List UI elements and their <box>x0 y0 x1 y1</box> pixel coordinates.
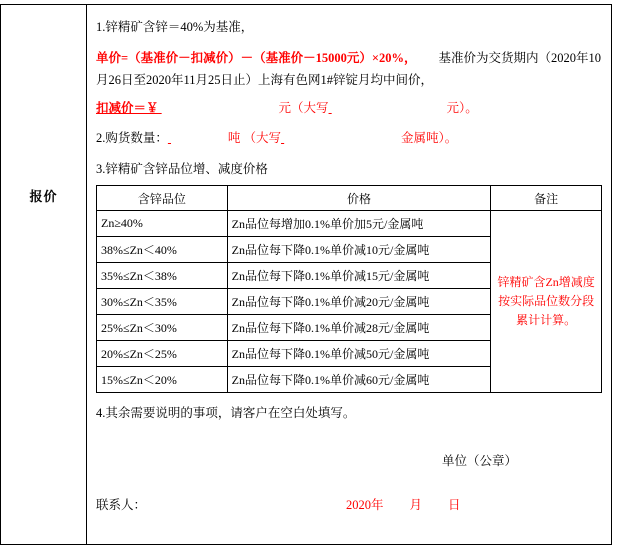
cell-price: Zn品位每下降0.1%单价减50元/金属吨 <box>227 341 491 367</box>
header-note: 备注 <box>491 186 602 211</box>
table-header-row <box>97 186 602 211</box>
row-label-text: 报价 <box>29 189 58 204</box>
date-month: 月 <box>409 498 423 512</box>
cell-grade: 25%≤Zn＜30% <box>97 315 228 341</box>
quantity-unit-2: 金属吨）。 <box>401 131 458 145</box>
clause-1-basis: 1.锌精矿含锌＝40%为基准， <box>96 20 254 34</box>
deduction-capital-blank[interactable] <box>329 97 447 119</box>
cell-price: Zn品位每下降0.1%单价减10元/金属吨 <box>227 237 491 263</box>
quotation-content <box>87 5 611 544</box>
price-formula-text: 单价=（基准价－扣减价）－（基准价－15000元）×20%， <box>96 51 417 65</box>
clause-deduction-price <box>96 97 602 119</box>
quantity-label: 2.购货数量： <box>96 131 168 145</box>
deduction-value-blank[interactable] <box>159 97 279 119</box>
quotation-row <box>0 4 612 545</box>
header-grade: 含锌品位 <box>97 186 228 211</box>
clause-3-grade-title: 3.锌精矿含锌品位增、减度价格 <box>96 162 268 176</box>
cell-grade: 30%≤Zn＜35% <box>97 289 228 315</box>
deduction-label: 扣减价＝￥ <box>96 101 159 115</box>
date-line <box>346 498 461 512</box>
grade-price-table <box>96 185 602 393</box>
header-price: 价格 <box>227 186 491 211</box>
company-seal-label: 单位（公章） <box>441 454 517 468</box>
table-row <box>97 211 602 237</box>
contact-label: 联系人： <box>96 498 147 512</box>
cell-grade: 20%≤Zn＜25% <box>97 341 228 367</box>
price-basis-note: 基准价为交货期内（2020年10月26日至2020年11月25日止）上海有色网1#锌锭月均中间价， <box>96 51 602 87</box>
clause-price-formula <box>96 47 602 91</box>
quantity-capital-blank[interactable] <box>281 128 401 148</box>
cell-price: Zn品位每下降0.1%单价减15元/金属吨 <box>227 263 491 289</box>
cell-price: Zn品位每下降0.1%单价减20元/金属吨 <box>227 289 491 315</box>
contact-line <box>96 495 602 515</box>
cell-grade: 38%≤Zn＜40% <box>97 237 228 263</box>
cell-price: Zn品位每下降0.1%单价减60元/金属吨 <box>227 367 491 393</box>
cell-grade: Zn≥40% <box>97 211 228 237</box>
date-year: 2020年 <box>346 498 384 512</box>
cell-grade: 35%≤Zn＜38% <box>97 263 228 289</box>
cell-price: Zn品位每下降0.1%单价减28元/金属吨 <box>227 315 491 341</box>
row-label-cell <box>1 5 87 544</box>
deduction-unit-2: 元）。 <box>446 101 478 115</box>
quantity-value-blank[interactable] <box>168 128 228 148</box>
clause-4-other: 4.其余需要说明的事项，请客户在空白处填写。 <box>96 406 356 420</box>
clause-2-quantity <box>96 128 602 148</box>
date-day: 日 <box>448 498 461 512</box>
quantity-unit-1: 吨 （大写 <box>227 131 282 145</box>
deduction-unit-1: 元（大写 <box>278 101 329 115</box>
cell-grade: 15%≤Zn＜20% <box>97 367 228 393</box>
cell-note: 锌精矿含Zn增减度按实际品位数分段累计计算。 <box>491 211 602 393</box>
cell-price: Zn品位每增加0.1%单价加5元/金属吨 <box>227 211 491 237</box>
